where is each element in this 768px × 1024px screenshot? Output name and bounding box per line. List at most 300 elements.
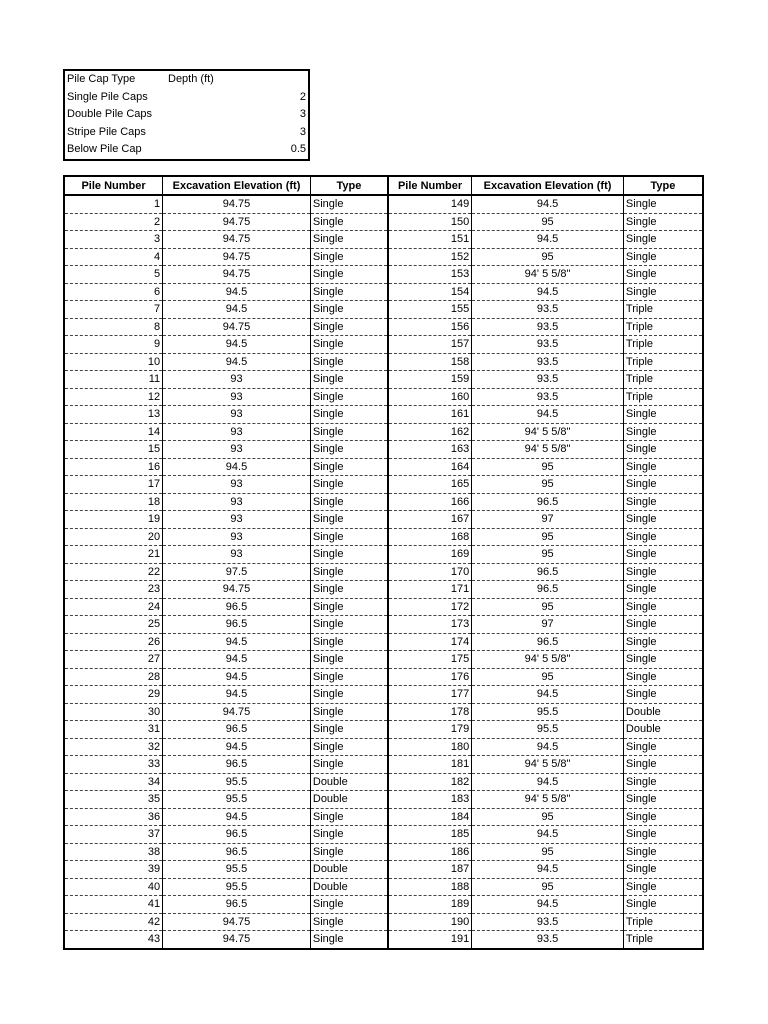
- pile-type-cell: Single: [310, 808, 388, 826]
- pile-number-cell: 156: [388, 318, 472, 336]
- table-row: [64, 913, 703, 931]
- excavation-elevation-cell: 95.5: [163, 878, 311, 896]
- pile-type-cell: Single: [310, 896, 388, 914]
- excavation-elevation-cell: 96.5: [163, 756, 311, 774]
- pile-type-cell: Single: [310, 423, 388, 441]
- excavation-elevation-cell: 94.5: [163, 633, 311, 651]
- pile-type-cell: Single: [623, 511, 703, 529]
- excavation-elevation-cell: 94.5: [163, 651, 311, 669]
- table-body: [64, 195, 703, 949]
- pile-type-cell: Single: [310, 668, 388, 686]
- pile-number-cell: 184: [388, 808, 472, 826]
- excavation-elevation-cell: 94.5: [163, 301, 311, 319]
- excavation-elevation-cell: 93.5: [472, 388, 624, 406]
- pile-type-cell: Single: [623, 598, 703, 616]
- header-type: Type: [623, 176, 703, 195]
- excavation-elevation-cell: 94.5: [472, 738, 624, 756]
- pile-number-cell: 157: [388, 336, 472, 354]
- pile-type-cell: Single: [310, 388, 388, 406]
- pile-type-cell: Single: [310, 406, 388, 424]
- pile-type-cell: Single: [623, 476, 703, 494]
- excavation-elevation-cell: 94.5: [472, 896, 624, 914]
- cap-depth: 0.5: [290, 143, 306, 155]
- pile-type-cell: Triple: [623, 371, 703, 389]
- cap-row: [65, 89, 308, 107]
- excavation-elevation-cell: 94' 5 5/8": [472, 441, 624, 459]
- cap-row: [65, 106, 308, 124]
- pile-number-cell: 172: [388, 598, 472, 616]
- pile-number-cell: 1: [64, 195, 163, 213]
- pile-type-cell: Single: [310, 283, 388, 301]
- pile-type-cell: Single: [310, 721, 388, 739]
- pile-type-cell: Single: [623, 896, 703, 914]
- pile-type-cell: Single: [310, 931, 388, 949]
- excavation-elevation-cell: 94' 5 5/8": [472, 651, 624, 669]
- excavation-elevation-cell: 95: [472, 248, 624, 266]
- pile-type-cell: Single: [310, 546, 388, 564]
- excavation-elevation-cell: 97.5: [163, 563, 311, 581]
- pile-number-cell: 12: [64, 388, 163, 406]
- table-row: [64, 318, 703, 336]
- excavation-elevation-cell: 94.75: [163, 266, 311, 284]
- pile-type-cell: Single: [310, 318, 388, 336]
- pile-number-cell: 176: [388, 668, 472, 686]
- excavation-elevation-cell: 94' 5 5/8": [472, 423, 624, 441]
- excavation-elevation-cell: 96.5: [163, 896, 311, 914]
- pile-number-cell: 42: [64, 913, 163, 931]
- cap-row: [65, 141, 308, 159]
- pile-number-cell: 167: [388, 511, 472, 529]
- pile-type-cell: Single: [623, 231, 703, 249]
- table-row: [64, 861, 703, 879]
- pile-type-cell: Single: [623, 581, 703, 599]
- excavation-elevation-cell: 94.5: [163, 738, 311, 756]
- excavation-elevation-cell: 95: [472, 878, 624, 896]
- pile-type-cell: Single: [623, 878, 703, 896]
- pile-type-cell: Single: [623, 248, 703, 266]
- pile-number-cell: 2: [64, 213, 163, 231]
- pile-number-cell: 187: [388, 861, 472, 879]
- pile-type-cell: Triple: [623, 318, 703, 336]
- pile-number-cell: 40: [64, 878, 163, 896]
- excavation-elevation-cell: 94.5: [163, 686, 311, 704]
- excavation-elevation-cell: 94.75: [163, 931, 311, 949]
- pile-number-cell: 6: [64, 283, 163, 301]
- excavation-elevation-cell: 93: [163, 388, 311, 406]
- header-type: Type: [310, 176, 388, 195]
- pile-number-cell: 155: [388, 301, 472, 319]
- excavation-elevation-cell: 94.5: [472, 686, 624, 704]
- table-row: [64, 616, 703, 634]
- pile-type-cell: Single: [310, 195, 388, 213]
- excavation-elevation-cell: 94' 5 5/8": [472, 266, 624, 284]
- excavation-elevation-cell: 94' 5 5/8": [472, 756, 624, 774]
- table-row: [64, 441, 703, 459]
- excavation-elevation-cell: 94.5: [472, 861, 624, 879]
- excavation-elevation-cell: 94.75: [163, 913, 311, 931]
- pile-number-cell: 19: [64, 511, 163, 529]
- cap-header-depth: Depth (ft): [168, 73, 214, 85]
- pile-number-cell: 13: [64, 406, 163, 424]
- pile-type-cell: Single: [623, 686, 703, 704]
- cap-type: Single Pile Caps: [67, 90, 148, 103]
- pile-number-cell: 31: [64, 721, 163, 739]
- pile-number-cell: 170: [388, 563, 472, 581]
- pile-number-cell: 174: [388, 633, 472, 651]
- pile-number-cell: 153: [388, 266, 472, 284]
- pile-type-cell: Triple: [623, 336, 703, 354]
- pile-number-cell: 21: [64, 546, 163, 564]
- pile-type-cell: Single: [623, 861, 703, 879]
- table-row: [64, 721, 703, 739]
- pile-type-cell: Single: [310, 336, 388, 354]
- table-row: [64, 213, 703, 231]
- excavation-elevation-cell: 94.75: [163, 213, 311, 231]
- excavation-elevation-cell: 93: [163, 546, 311, 564]
- pile-number-cell: 7: [64, 301, 163, 319]
- pile-number-cell: 43: [147, 933, 161, 945]
- pile-number-cell: 28: [64, 668, 163, 686]
- excavation-elevation-cell: 93.5: [472, 913, 624, 931]
- pile-number-cell: 181: [388, 756, 472, 774]
- header-excavation-elevation: Excavation Elevation (ft): [163, 176, 311, 195]
- excavation-elevation-cell: 94.5: [163, 458, 311, 476]
- pile-type-cell: Single: [310, 371, 388, 389]
- table-row: [64, 195, 703, 213]
- excavation-elevation-cell: 95: [472, 476, 624, 494]
- table-row: [64, 248, 703, 266]
- header-excavation-elevation: Excavation Elevation (ft): [472, 176, 624, 195]
- excavation-elevation-cell: 94.75: [163, 195, 311, 213]
- pile-type-cell: Single: [310, 353, 388, 371]
- pile-type-cell: Triple: [623, 388, 703, 406]
- table-row: [64, 511, 703, 529]
- table-row: [64, 931, 703, 949]
- pile-number-cell: 26: [64, 633, 163, 651]
- excavation-elevation-cell: 95.5: [472, 721, 624, 739]
- pile-excavation-table: [63, 175, 704, 950]
- pile-number-cell: 151: [388, 231, 472, 249]
- excavation-elevation-cell: 94.5: [163, 668, 311, 686]
- pile-number-cell: 41: [64, 896, 163, 914]
- table-row: [64, 283, 703, 301]
- pile-number-cell: 14: [64, 423, 163, 441]
- pile-type-cell: Single: [623, 546, 703, 564]
- pile-number-cell: 38: [64, 843, 163, 861]
- table-row: [64, 231, 703, 249]
- pile-type-cell: Single: [623, 213, 703, 231]
- pile-type-cell: Single: [310, 686, 388, 704]
- excavation-elevation-cell: 93: [163, 476, 311, 494]
- pile-number-cell: 173: [388, 616, 472, 634]
- pile-number-cell: 186: [388, 843, 472, 861]
- table-row: [64, 563, 703, 581]
- table-row: [64, 633, 703, 651]
- excavation-elevation-cell: 96.5: [472, 581, 624, 599]
- pile-type-cell: Single: [310, 301, 388, 319]
- pile-number-cell: 24: [64, 598, 163, 616]
- excavation-elevation-cell: 96.5: [163, 826, 311, 844]
- pile-number-cell: 9: [64, 336, 163, 354]
- pile-type-cell: Single: [623, 651, 703, 669]
- excavation-elevation-cell: 94.5: [472, 826, 624, 844]
- excavation-elevation-cell: 93: [163, 511, 311, 529]
- excavation-elevation-cell: 93: [163, 406, 311, 424]
- excavation-elevation-cell: 95.5: [163, 861, 311, 879]
- excavation-elevation-cell: 94.75: [163, 581, 311, 599]
- table-row: [64, 773, 703, 791]
- pile-type-cell: Single: [623, 266, 703, 284]
- excavation-elevation-cell: 93: [163, 528, 311, 546]
- excavation-elevation-cell: 96.5: [472, 493, 624, 511]
- table-row: [64, 581, 703, 599]
- pile-type-cell: Single: [310, 826, 388, 844]
- pile-type-cell: Single: [310, 493, 388, 511]
- excavation-elevation-cell: 94.5: [163, 808, 311, 826]
- pile-type-cell: Double: [623, 721, 703, 739]
- table-row: [64, 808, 703, 826]
- table-row: [64, 546, 703, 564]
- pile-type-cell: Single: [623, 843, 703, 861]
- pile-type-cell: Single: [623, 616, 703, 634]
- pile-type-cell: Double: [310, 861, 388, 879]
- pile-number-cell: 180: [388, 738, 472, 756]
- excavation-elevation-cell: 94.5: [163, 283, 311, 301]
- pile-type-cell: Triple: [623, 301, 703, 319]
- table-header-row: [64, 176, 703, 195]
- pile-number-cell: 152: [388, 248, 472, 266]
- pile-type-cell: Single: [623, 773, 703, 791]
- pile-type-cell: Single: [623, 756, 703, 774]
- pile-number-cell: 185: [388, 826, 472, 844]
- excavation-elevation-cell: 94.75: [163, 248, 311, 266]
- table-row: [64, 353, 703, 371]
- table-row: [64, 458, 703, 476]
- pile-type-cell: Single: [623, 738, 703, 756]
- pile-number-cell: 18: [64, 493, 163, 511]
- pile-type-cell: Single: [310, 651, 388, 669]
- pile-number-cell: 29: [64, 686, 163, 704]
- pile-number-cell: 177: [388, 686, 472, 704]
- pile-type-cell: Single: [310, 616, 388, 634]
- pile-number-cell: 161: [388, 406, 472, 424]
- excavation-elevation-cell: 95: [472, 668, 624, 686]
- excavation-elevation-cell: 93.5: [472, 301, 624, 319]
- cap-type: Double Pile Caps: [67, 108, 152, 120]
- pile-type-cell: Double: [310, 773, 388, 791]
- excavation-elevation-cell: 97: [472, 616, 624, 634]
- excavation-elevation-cell: 93: [163, 371, 311, 389]
- excavation-elevation-cell: 95: [472, 546, 624, 564]
- excavation-elevation-cell: 96.5: [163, 598, 311, 616]
- pile-number-cell: 162: [388, 423, 472, 441]
- pile-number-cell: 5: [64, 266, 163, 284]
- pile-number-cell: 169: [388, 546, 472, 564]
- excavation-elevation-cell: 96.5: [163, 721, 311, 739]
- excavation-elevation-cell: 94.75: [163, 231, 311, 249]
- excavation-elevation-cell: 95.5: [163, 773, 311, 791]
- excavation-elevation-cell: 93: [163, 423, 311, 441]
- pile-type-cell: Single: [623, 826, 703, 844]
- pile-number-cell: 178: [388, 703, 472, 721]
- excavation-elevation-cell: 94' 5 5/8": [472, 791, 624, 809]
- pile-type-cell: Single: [623, 406, 703, 424]
- pile-type-cell: Single: [310, 248, 388, 266]
- pile-number-cell: 168: [388, 528, 472, 546]
- pile-number-cell: 188: [388, 878, 472, 896]
- pile-type-cell: Single: [623, 423, 703, 441]
- pile-type-cell: Single: [623, 195, 703, 213]
- pile-type-cell: Single: [623, 633, 703, 651]
- table-row: [64, 756, 703, 774]
- excavation-elevation-cell: 97: [472, 511, 624, 529]
- pile-type-cell: Double: [623, 703, 703, 721]
- pile-type-cell: Triple: [623, 913, 703, 931]
- pile-number-cell: 191: [388, 931, 472, 949]
- excavation-elevation-cell: 94.5: [163, 353, 311, 371]
- pile-number-cell: 190: [388, 913, 472, 931]
- pile-type-cell: Triple: [623, 931, 703, 949]
- pile-type-cell: Single: [310, 441, 388, 459]
- pile-number-cell: 20: [64, 528, 163, 546]
- excavation-elevation-cell: 93.5: [472, 318, 624, 336]
- cap-depth: 2: [299, 90, 306, 103]
- pile-type-cell: Single: [310, 756, 388, 774]
- pile-type-cell: Single: [310, 528, 388, 546]
- pile-number-cell: 37: [64, 826, 163, 844]
- table-row: [64, 651, 703, 669]
- pile-type-cell: Single: [310, 598, 388, 616]
- excavation-elevation-cell: 94.75: [163, 318, 311, 336]
- pile-type-cell: Single: [623, 528, 703, 546]
- pile-number-cell: 149: [388, 195, 472, 213]
- excavation-elevation-cell: 95: [472, 808, 624, 826]
- table-row: [64, 336, 703, 354]
- pile-number-cell: 27: [64, 651, 163, 669]
- pile-type-cell: Single: [310, 563, 388, 581]
- excavation-elevation-cell: 94.5: [472, 283, 624, 301]
- pile-type-cell: Single: [623, 668, 703, 686]
- cap-header-type: Pile Cap Type: [67, 73, 136, 85]
- pile-number-cell: 8: [64, 318, 163, 336]
- table-row: [64, 301, 703, 319]
- cap-table-header: [65, 71, 308, 89]
- cap-depth: 3: [299, 108, 306, 120]
- excavation-elevation-cell: 96.5: [163, 843, 311, 861]
- table-row: [64, 668, 703, 686]
- pile-type-cell: Single: [623, 791, 703, 809]
- pile-number-cell: 165: [388, 476, 472, 494]
- excavation-elevation-cell: 93.5: [472, 336, 624, 354]
- pile-number-cell: 166: [388, 493, 472, 511]
- excavation-elevation-cell: 94.5: [472, 195, 624, 213]
- pile-type-cell: Single: [310, 231, 388, 249]
- pile-number-cell: 32: [64, 738, 163, 756]
- cap-type: Stripe Pile Caps: [67, 125, 146, 138]
- pile-number-cell: 15: [64, 441, 163, 459]
- pile-number-cell: 189: [388, 896, 472, 914]
- table-row: [64, 493, 703, 511]
- table-row: [64, 371, 703, 389]
- excavation-elevation-cell: 94.5: [472, 773, 624, 791]
- pile-type-cell: Single: [310, 738, 388, 756]
- excavation-elevation-cell: 95: [472, 458, 624, 476]
- pile-number-cell: 154: [388, 283, 472, 301]
- table-row: [64, 686, 703, 704]
- excavation-elevation-cell: 94.5: [472, 231, 624, 249]
- pile-number-cell: 179: [388, 721, 472, 739]
- pile-number-cell: 182: [388, 773, 472, 791]
- pile-type-cell: Single: [310, 633, 388, 651]
- pile-number-cell: 160: [388, 388, 472, 406]
- table-row: [64, 598, 703, 616]
- cap-row: [65, 124, 308, 142]
- table-row: [64, 878, 703, 896]
- table-row: [64, 528, 703, 546]
- excavation-elevation-cell: 93: [163, 441, 311, 459]
- pile-number-cell: 36: [64, 808, 163, 826]
- pile-number-cell: 25: [64, 616, 163, 634]
- pile-type-cell: Triple: [623, 353, 703, 371]
- pile-number-cell: 164: [388, 458, 472, 476]
- table-row: [64, 896, 703, 914]
- pile-number-cell: 10: [64, 353, 163, 371]
- excavation-elevation-cell: 95: [472, 528, 624, 546]
- pile-number-cell: 11: [64, 371, 163, 389]
- excavation-elevation-cell: 95.5: [163, 791, 311, 809]
- cap-depth: 3: [299, 125, 306, 138]
- table-row: [64, 388, 703, 406]
- excavation-elevation-cell: 94.75: [163, 703, 311, 721]
- pile-number-cell: 158: [388, 353, 472, 371]
- excavation-elevation-cell: 93.5: [472, 353, 624, 371]
- pile-number-cell: 16: [64, 458, 163, 476]
- excavation-elevation-cell: 96.5: [472, 633, 624, 651]
- header-pile-number: Pile Number: [64, 176, 163, 195]
- pile-number-cell: 30: [64, 703, 163, 721]
- pile-number-cell: 17: [64, 476, 163, 494]
- pile-type-cell: Single: [310, 213, 388, 231]
- table-row: [64, 266, 703, 284]
- cap-type: Below Pile Cap: [67, 143, 142, 155]
- pile-type-cell: Double: [310, 878, 388, 896]
- pile-number-cell: 3: [64, 231, 163, 249]
- pile-type-cell: Single: [310, 703, 388, 721]
- pile-number-cell: 39: [64, 861, 163, 879]
- pile-type-cell: Single: [310, 843, 388, 861]
- pile-type-cell: Single: [623, 458, 703, 476]
- excavation-elevation-cell: 93.5: [472, 371, 624, 389]
- pile-type-cell: Single: [310, 511, 388, 529]
- pile-type-cell: Double: [310, 791, 388, 809]
- table-row: [64, 791, 703, 809]
- excavation-elevation-cell: 96.5: [472, 563, 624, 581]
- excavation-elevation-cell: 93: [163, 493, 311, 511]
- pile-type-cell: Single: [623, 493, 703, 511]
- pile-cap-depth-table: [63, 69, 310, 161]
- pile-number-cell: 163: [388, 441, 472, 459]
- table-row: [64, 476, 703, 494]
- excavation-elevation-cell: 96.5: [163, 616, 311, 634]
- pile-type-cell: Single: [310, 458, 388, 476]
- pile-number-cell: 34: [64, 773, 163, 791]
- pile-number-cell: 23: [64, 581, 163, 599]
- header-pile-number: Pile Number: [388, 176, 472, 195]
- excavation-elevation-cell: 93.5: [472, 931, 624, 949]
- pile-type-cell: Single: [623, 563, 703, 581]
- table-row: [64, 738, 703, 756]
- pile-type-cell: Single: [310, 266, 388, 284]
